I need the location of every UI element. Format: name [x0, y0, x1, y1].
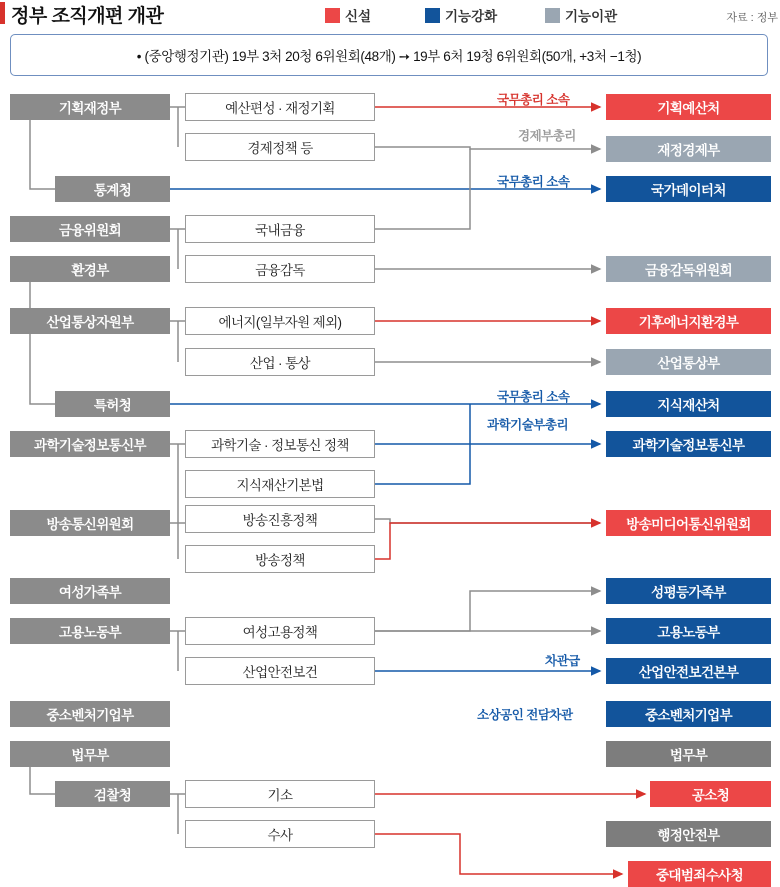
mid_nodes-기소: 기소 — [185, 780, 375, 808]
connector-label-소상공인-전담차관: 소상공인 전담차관 — [477, 708, 573, 722]
legend-item-transferred — [545, 5, 617, 23]
right_nodes-산업안전보건본부: 산업안전보건본부 — [606, 658, 771, 684]
mid_nodes-국내금융: 국내금융 — [185, 215, 375, 243]
right_nodes-중소벤처기업부: 중소벤처기업부 — [606, 701, 771, 727]
mid_nodes-예산편성-재정기획: 예산편성 · 재정기획 — [185, 93, 375, 121]
right_nodes-행정안전부: 행정안전부 — [606, 821, 771, 847]
left_nodes-과학기술정보통신부: 과학기술정보통신부 — [10, 431, 170, 457]
connector-label-국무총리-소속: 국무총리 소속 — [497, 93, 570, 107]
left_nodes-법무부: 법무부 — [10, 741, 170, 767]
right_nodes-국가데이터처: 국가데이터처 — [606, 176, 771, 202]
left_nodes-금융위원회: 금융위원회 — [10, 216, 170, 242]
left_nodes-여성가족부: 여성가족부 — [10, 578, 170, 604]
legend-color-chip — [325, 8, 340, 23]
mid_nodes-여성고용정책: 여성고용정책 — [185, 617, 375, 645]
right_nodes-과학기술정보통신부: 과학기술정보통신부 — [606, 431, 771, 457]
right_nodes-재정경제부: 재정경제부 — [606, 136, 771, 162]
mid_nodes-지식재산기본법: 지식재산기본법 — [185, 470, 375, 498]
page-title: 정부 조직개편 개관 — [11, 6, 164, 27]
connector-label-과학기술부총리: 과학기술부총리 — [487, 418, 569, 432]
left_nodes-특허청: 특허청 — [55, 391, 170, 417]
left_nodes-검찰청: 검찰청 — [55, 781, 170, 807]
right_nodes-성평등가족부: 성평등가족부 — [606, 578, 771, 604]
page-header — [0, 0, 780, 30]
left_nodes-환경부: 환경부 — [10, 256, 170, 282]
left_nodes-고용노동부: 고용노동부 — [10, 618, 170, 644]
right_nodes-법무부: 법무부 — [606, 741, 771, 767]
legend-item-new — [325, 5, 371, 23]
mid_nodes-과학기술-정보통신-정책: 과학기술 · 정보통신 정책 — [185, 430, 375, 458]
mid_nodes-금융감독: 금융감독 — [185, 255, 375, 283]
title-accent-bar — [0, 2, 5, 24]
connector-label-경제부총리: 경제부총리 — [518, 129, 576, 143]
mid_nodes-방송정책: 방송정책 — [185, 545, 375, 573]
legend-color-chip — [425, 8, 440, 23]
mid_nodes-산업-통상: 산업 · 통상 — [185, 348, 375, 376]
legend-color-chip — [545, 8, 560, 23]
right_nodes-중대범죄수사청: 중대범죄수사청 — [628, 861, 771, 887]
right_nodes-지식재산처: 지식재산처 — [606, 391, 771, 417]
mid_nodes-산업안전보건: 산업안전보건 — [185, 657, 375, 685]
mid_nodes-에너지-일부자원-제외: 에너지(일부자원 제외) — [185, 307, 375, 335]
summary-box — [10, 34, 768, 76]
connector-label-차관급: 차관급 — [545, 654, 580, 668]
left_nodes-방송통신위원회: 방송통신위원회 — [10, 510, 170, 536]
connector-label-국무총리-소속: 국무총리 소속 — [497, 175, 570, 189]
right_nodes-산업통상부: 산업통상부 — [606, 349, 771, 375]
left_nodes-산업통상자원부: 산업통상자원부 — [10, 308, 170, 334]
right_nodes-공소청: 공소청 — [650, 781, 771, 807]
source-note: 자료 : 정부 — [726, 12, 778, 24]
connector-label-국무총리-소속: 국무총리 소속 — [497, 390, 570, 404]
legend-label: 기능이관 — [565, 9, 618, 24]
left_nodes-중소벤처기업부: 중소벤처기업부 — [10, 701, 170, 727]
legend-item-strengthened — [425, 5, 497, 23]
right_nodes-기후에너지환경부: 기후에너지환경부 — [606, 308, 771, 334]
right_nodes-금융감독위원회: 금융감독위원회 — [606, 256, 771, 282]
left_nodes-기획재정부: 기획재정부 — [10, 94, 170, 120]
summary-text: • (중앙행정기관) 19부 3처 20청 6위원회(48개) ➙ 19부 6처 19청 6위원회(50개, +3처 −1청) — [136, 49, 642, 64]
mid_nodes-방송진흥정책: 방송진흥정책 — [185, 505, 375, 533]
left_nodes-통계청: 통계청 — [55, 176, 170, 202]
legend-label: 기능강화 — [445, 9, 498, 24]
mid_nodes-경제정책-등: 경제정책 등 — [185, 133, 375, 161]
right_nodes-기획예산처: 기획예산처 — [606, 94, 771, 120]
legend-label: 신설 — [345, 9, 372, 24]
right_nodes-고용노동부: 고용노동부 — [606, 618, 771, 644]
right_nodes-방송미디어통신위원회: 방송미디어통신위원회 — [606, 510, 771, 536]
mid_nodes-수사: 수사 — [185, 820, 375, 848]
